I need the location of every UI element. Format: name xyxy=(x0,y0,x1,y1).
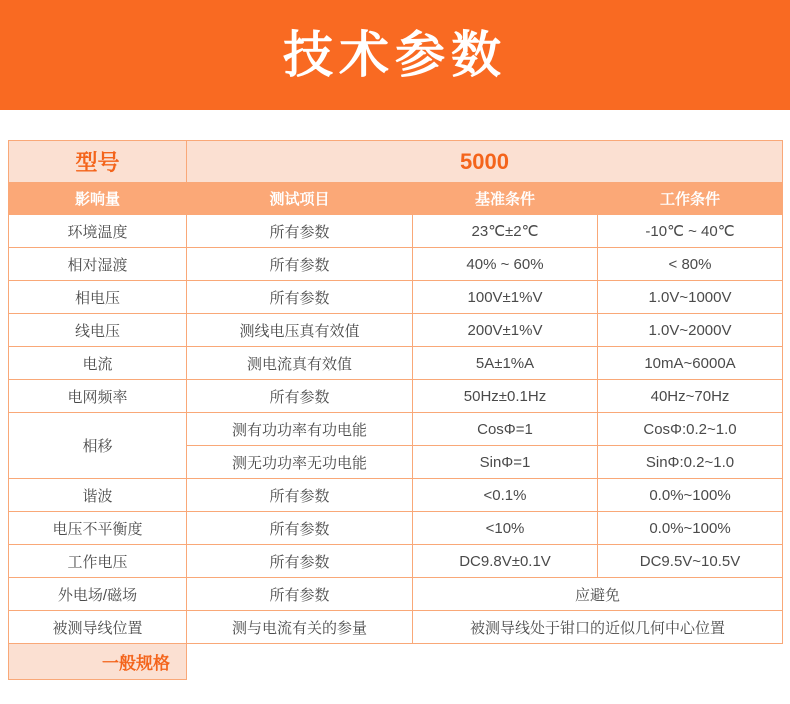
column-header-reference-condition: 基准条件 xyxy=(413,183,598,215)
column-header-operating-condition: 工作条件 xyxy=(598,183,783,215)
section-title: 一般规格 xyxy=(9,644,187,680)
row-test-item: 所有参数 xyxy=(187,512,413,545)
section-title-row xyxy=(9,644,783,680)
row-influence: 相电压 xyxy=(9,281,187,314)
column-header-test-item: 测试项目 xyxy=(187,183,413,215)
table-row xyxy=(9,380,783,413)
page-banner xyxy=(0,0,790,110)
row-operating: DC9.5V~10.5V xyxy=(598,545,783,578)
row-influence: 电压不平衡度 xyxy=(9,512,187,545)
row-test-item: 测电流真有效值 xyxy=(187,347,413,380)
model-label: 型号 xyxy=(9,141,187,183)
row-operating: 1.0V~1000V xyxy=(598,281,783,314)
row-test-item: 所有参数 xyxy=(187,545,413,578)
spec-table xyxy=(8,140,783,680)
row-influence: 电流 xyxy=(9,347,187,380)
row-reference: <10% xyxy=(413,512,598,545)
row-test-item: 所有参数 xyxy=(187,215,413,248)
table-row xyxy=(9,611,783,644)
model-row xyxy=(9,141,783,183)
row-operating: 10mA~6000A xyxy=(598,347,783,380)
row-test-item: 所有参数 xyxy=(187,479,413,512)
table-row xyxy=(9,281,783,314)
row-reference: 40% ~ 60% xyxy=(413,248,598,281)
row-influence: 谐波 xyxy=(9,479,187,512)
row-test-item: 所有参数 xyxy=(187,578,413,611)
row-influence: 相移 xyxy=(9,413,187,479)
row-operating: SinΦ:0.2~1.0 xyxy=(598,446,783,479)
table-row xyxy=(9,479,783,512)
row-reference: 50Hz±0.1Hz xyxy=(413,380,598,413)
row-test-item: 测有功功率有功电能 xyxy=(187,413,413,446)
row-operating: < 80% xyxy=(598,248,783,281)
table-row xyxy=(9,215,783,248)
row-influence: 环境温度 xyxy=(9,215,187,248)
row-reference: 5A±1%A xyxy=(413,347,598,380)
page-title: 技术参数 xyxy=(283,27,507,83)
table-row xyxy=(9,347,783,380)
row-merged-value: 被测导线处于钳口的近似几何中心位置 xyxy=(413,611,783,644)
row-influence: 电网频率 xyxy=(9,380,187,413)
row-reference: CosΦ=1 xyxy=(413,413,598,446)
row-reference: 200V±1%V xyxy=(413,314,598,347)
row-test-item: 所有参数 xyxy=(187,248,413,281)
row-operating: 1.0V~2000V xyxy=(598,314,783,347)
row-reference: 23℃±2℃ xyxy=(413,215,598,248)
table-row xyxy=(9,578,783,611)
table-row xyxy=(9,248,783,281)
table-row xyxy=(9,545,783,578)
row-reference: <0.1% xyxy=(413,479,598,512)
row-operating: -10℃ ~ 40℃ xyxy=(598,215,783,248)
row-operating: 0.0%~100% xyxy=(598,512,783,545)
row-influence: 相对湿渡 xyxy=(9,248,187,281)
row-influence: 被测导线位置 xyxy=(9,611,187,644)
table-row xyxy=(9,512,783,545)
row-influence: 线电压 xyxy=(9,314,187,347)
row-reference: 100V±1%V xyxy=(413,281,598,314)
row-influence: 工作电压 xyxy=(9,545,187,578)
row-test-item: 测无功功率无功电能 xyxy=(187,446,413,479)
row-reference: DC9.8V±0.1V xyxy=(413,545,598,578)
row-merged-value: 应避免 xyxy=(413,578,783,611)
table-row xyxy=(9,314,783,347)
table-header-row xyxy=(9,183,783,215)
column-header-influence: 影响量 xyxy=(9,183,187,215)
row-operating: 0.0%~100% xyxy=(598,479,783,512)
model-value: 5000 xyxy=(187,141,783,183)
row-test-item: 所有参数 xyxy=(187,281,413,314)
table-row xyxy=(9,413,783,446)
row-test-item: 测线电压真有效值 xyxy=(187,314,413,347)
row-operating: 40Hz~70Hz xyxy=(598,380,783,413)
row-operating: CosΦ:0.2~1.0 xyxy=(598,413,783,446)
row-reference: SinΦ=1 xyxy=(413,446,598,479)
spec-table-container xyxy=(0,110,790,680)
section-title-filler xyxy=(187,644,783,680)
row-test-item: 测与电流有关的参量 xyxy=(187,611,413,644)
row-test-item: 所有参数 xyxy=(187,380,413,413)
row-influence: 外电场/磁场 xyxy=(9,578,187,611)
